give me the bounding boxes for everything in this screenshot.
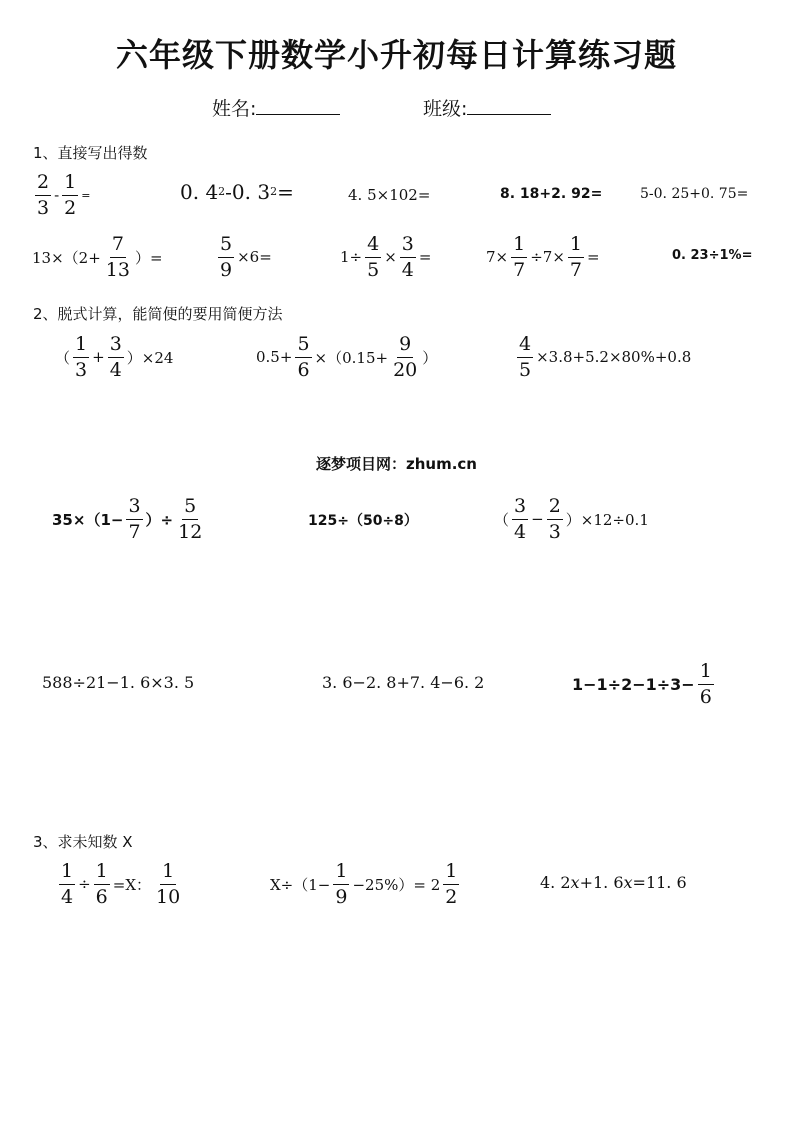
math-term: − [531,510,544,529]
section-1-heading: 1、直接写出得数 [33,144,148,162]
math-term: 3 [75,358,88,381]
math-term: 1 [94,861,110,885]
math-term: ÷7× [530,248,565,267]
fraction [517,334,533,381]
math-term: ）×24 [126,348,174,367]
watermark-text: 逐梦项目网：zhum.cn [316,455,477,473]
math-term: 20 [393,358,418,381]
math-term: 4 [61,885,74,908]
math-term: -0. 3 [225,180,271,204]
math-term: - [54,186,60,205]
q2-d [52,496,207,543]
math-term: 5 [218,234,234,258]
q2-i [572,661,717,708]
fraction [295,334,311,381]
q1-j: 0. 23÷1%= [672,248,753,263]
math-term: 7 [110,234,126,258]
math-term: = [418,248,432,267]
math-term: 2 [35,172,51,196]
math-term: 9 [397,334,413,358]
math-term: ）÷ [145,510,174,529]
math-term: 9 [335,885,348,908]
math-term: 3 [108,334,124,358]
q3-c [540,873,687,892]
math-term: 3 [37,196,50,219]
math-term: 3 [400,234,416,258]
math-term: 1 [59,861,75,885]
math-term: 4 [109,358,122,381]
math-term: ×6= [237,248,272,267]
math-term: = [277,180,294,204]
math-term: 3 [548,520,561,543]
math-term: 13 [105,258,130,281]
q1-g [215,234,272,281]
math-term: ×3.8+5.2×80%+0.8 [536,348,692,367]
math-term: 1 [698,661,714,685]
math-term: 7 [513,258,526,281]
q2-b [256,334,437,381]
math-term: ×（0.15+ [314,348,389,367]
math-term: 13×（2+ [32,248,101,267]
math-term: + [92,348,105,367]
fraction [73,334,89,381]
fraction [547,496,563,543]
fraction [104,234,132,281]
class-field [423,94,551,121]
page-title: 六年级下册数学小升初每日计算练习题 [115,36,677,74]
math-term: （ [494,510,510,529]
fraction [154,861,182,908]
math-term: 6 [297,358,310,381]
math-term: ） [422,348,438,367]
math-term: =11. 6 [632,873,687,892]
math-term: 1 [511,234,527,258]
fraction [35,172,51,219]
q2-e: 125÷（50÷8） [308,513,418,529]
name-blank[interactable] [256,98,340,115]
math-term: 9 [220,258,233,281]
math-term: +1. 6 [579,873,624,892]
q1-a [32,172,90,219]
math-term: 1÷ [340,248,363,267]
class-label: 班级: [423,98,468,120]
name-label: 姓名: [212,98,257,120]
q3-b [270,861,462,908]
math-term: 1−1÷2−1÷3− [572,674,695,694]
math-term: 5 [519,358,532,381]
math-term: =X： [112,875,152,894]
q2-h: 3. 6−2. 8+7. 4−6. 2 [322,673,485,692]
math-term: 10 [156,885,181,908]
math-term: 1 [333,861,349,885]
math-term: 2 [445,885,458,908]
math-term: （ [55,348,71,367]
fraction [511,234,527,281]
fraction [512,496,528,543]
fraction [59,861,75,908]
math-term: ÷ [78,875,91,894]
math-term: 4 [514,520,527,543]
math-term: x [623,873,633,892]
fraction [568,234,584,281]
fraction [391,334,419,381]
fraction [365,234,381,281]
q2-a [55,334,173,381]
q1-i [486,234,600,281]
fraction [218,234,234,281]
q3-a [56,861,185,908]
math-term: 3 [512,496,528,520]
fraction [333,861,349,908]
math-term: 35×（1− [52,510,124,529]
math-term: 4 [517,334,533,358]
fraction [698,661,714,708]
q1-b: 0. 4 2 -0. 3 2 = [180,180,294,204]
q2-f [494,496,649,543]
math-term: X÷（1− [270,875,331,894]
math-term: 7 [128,520,141,543]
q2-c [514,334,691,381]
math-term: × [384,248,397,267]
math-term: 1 [443,861,459,885]
math-term: 1 [160,861,176,885]
math-term: 6 [95,885,108,908]
class-blank[interactable] [467,98,551,115]
fraction [176,496,204,543]
fraction [94,861,110,908]
math-term: 6 [699,685,712,708]
q1-c: 4. 5×102= [348,186,431,204]
math-term: 2 [64,196,77,219]
name-field [212,94,340,121]
fraction [443,861,459,908]
math-term: ）= [134,248,163,267]
math-term: 3 [126,496,142,520]
fraction [400,234,416,281]
q1-d: 8. 18+2. 92= [500,186,603,202]
math-term: 5 [182,496,198,520]
q2-g: 588÷21−1. 6×3. 5 [42,673,195,692]
math-term: 5 [295,334,311,358]
section-2-heading: 2、脱式计算，能简便的要用简便方法 [33,305,283,323]
math-term: = [81,188,91,202]
fraction [126,496,142,543]
math-term: 4. 2 [540,873,571,892]
math-term: 4 [401,258,414,281]
math-term: 12 [178,520,203,543]
math-term: −25%）= 2 [352,875,441,894]
math-term: = [587,248,600,267]
math-term: 0. 4 [180,180,219,204]
math-term: 1 [73,334,89,358]
math-term: 1 [568,234,584,258]
section-3-heading: 3、求未知数 X [33,833,133,851]
math-term: x [570,873,580,892]
math-term: 7 [569,258,582,281]
q1-e: 5-0. 25+0. 75= [640,186,749,202]
q1-h [340,234,431,281]
fraction [108,334,124,381]
math-term: 5 [367,258,380,281]
math-term: 1 [62,172,78,196]
math-term: 2 [547,496,563,520]
math-term: 7× [486,248,509,267]
fraction [62,172,78,219]
math-term: 0.5+ [256,348,293,367]
math-term: 4 [365,234,381,258]
q1-f [32,234,163,281]
math-term: ）×12÷0.1 [565,510,649,529]
